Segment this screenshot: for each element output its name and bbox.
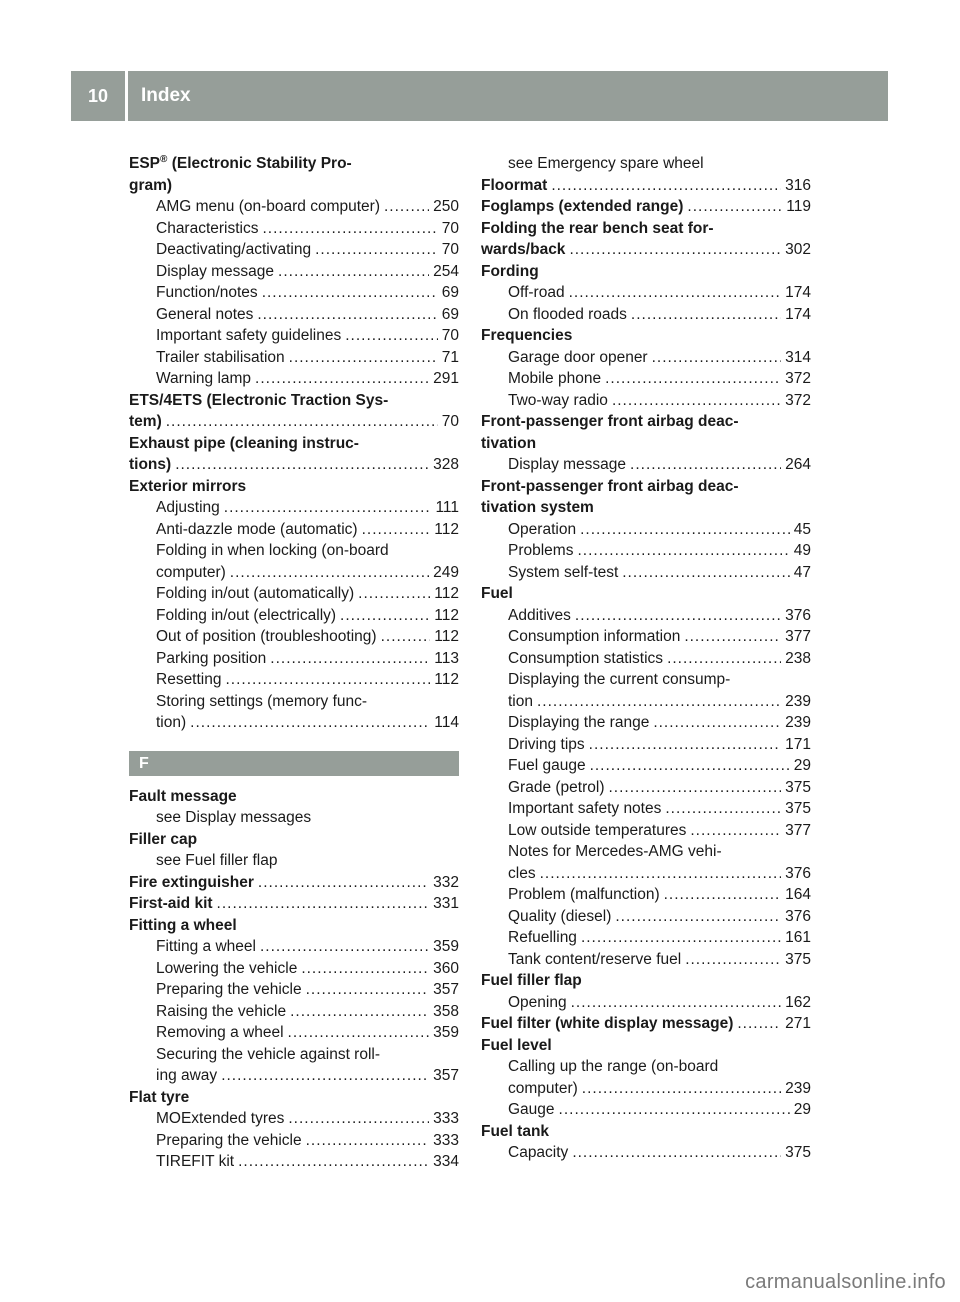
index-entry[interactable]: Consumption information ..... 377 [481,626,811,648]
index-entry[interactable]: Trailer stabilisation ..... 71 [129,347,459,369]
index-entry[interactable]: AMG menu (on-board computer) ..... 250 [129,196,459,218]
index-heading-esp-cont: gram) [129,176,173,194]
index-entry[interactable]: Parking position ..... 113 [129,648,459,670]
index-heading-fuel-filler-flap: Fuel filler flap [481,972,582,989]
index-heading-ets: ETS/4ETS (Electronic Traction Sys- [129,391,389,409]
index-entry[interactable]: Raising the vehicle ..... 358 [129,1001,459,1023]
index-entry[interactable]: Opening ..... 162 [481,992,811,1014]
index-entry-wrap: Securing the vehicle against roll- [156,1045,381,1063]
index-heading-filler-cap: Filler cap [129,830,198,848]
page-number: 10 [87,85,109,106]
index-entry[interactable]: Displaying the range ..... 239 [481,712,811,734]
index-entry-foglamps[interactable]: Foglamps (extended range) ..... 119 [481,196,811,218]
index-entry[interactable]: Warning lamp ..... 291 [129,368,459,390]
index-entry-wrap: Calling up the range (on-board [508,1058,719,1075]
index-entry-first-aid-kit[interactable]: First-aid kit ..... 331 [129,893,459,915]
index-entry-wrap: Notes for Mercedes-AMG vehi- [508,843,722,860]
index-entry-wrap: Storing settings (memory func- [156,692,368,710]
index-entry[interactable]: Problems ..... 49 [481,540,811,562]
index-heading-fitting-a-wheel: Fitting a wheel [129,916,237,934]
index-heading-exhaust: Exhaust pipe (cleaning instruc- [129,434,359,452]
index-entry[interactable]: Tank content/reserve fuel ..... 375 [481,949,811,971]
index-entry-folding-rear-bench[interactable]: wards/back ..... 302 [481,239,811,261]
index-entry[interactable]: TIREFIT kit ..... 334 [129,1151,459,1173]
letter-section-bar: F [129,751,459,776]
index-entry[interactable]: Removing a wheel ..... 359 [129,1022,459,1044]
index-entry[interactable]: Resetting ..... 112 [129,669,459,691]
index-entry-wrap: Folding in when locking (on-board [156,542,389,559]
index-entry[interactable]: Preparing the vehicle ..... 333 [129,1130,459,1152]
index-entry[interactable]: Quality (diesel) ..... 376 [481,906,811,928]
index-entry[interactable]: Folding in/out (automatically) ..... 112 [129,583,459,605]
index-heading-flat-tyre: Flat tyre [129,1088,190,1106]
index-column-left [129,153,459,1173]
index-entry[interactable]: Garage door opener ..... 314 [481,347,811,369]
index-heading-fording: Fording [481,262,539,280]
index-heading-esp: ESP® (Electronic Stability Pro- [129,153,352,172]
index-entry[interactable]: Display message ..... 254 [129,261,459,283]
index-entry[interactable]: Driving tips ..... 171 [481,734,811,756]
index-entry[interactable]: Fuel gauge ..... 29 [481,755,811,777]
index-entry[interactable]: Preparing the vehicle ..... 357 [129,979,459,1001]
index-see-reference[interactable]: see Fuel filler flap [156,852,278,869]
index-entry-fuel-filter[interactable]: Fuel filter (white display message) ..... 271 [481,1013,811,1035]
index-entry[interactable]: tion ..... 239 [481,691,811,713]
index-heading-front-airbag-system: Front-passenger front airbag deac- [481,477,739,495]
index-entry[interactable]: Important safety guidelines ..... 70 [129,325,459,347]
index-entry[interactable]: Characteristics ..... 70 [129,218,459,240]
index-entry[interactable]: Anti-dazzle mode (automatic) ..... 112 [129,519,459,541]
index-heading-exterior-mirrors: Exterior mirrors [129,477,247,495]
index-entry[interactable]: Two-way radio ..... 372 [481,390,811,412]
index-entry[interactable]: Consumption statistics ..... 238 [481,648,811,670]
index-entry[interactable]: Lowering the vehicle ..... 360 [129,958,459,980]
index-heading-folding-rear-bench: Folding the rear bench seat for- [481,219,714,237]
index-see-reference[interactable]: see Emergency spare wheel [508,155,704,172]
index-see-reference[interactable]: see Display messages [156,809,312,826]
index-entry[interactable]: Problem (malfunction) ..... 164 [481,884,811,906]
index-heading-frequencies: Frequencies [481,327,573,344]
index-entry[interactable]: Gauge ..... 29 [481,1099,811,1121]
index-entry[interactable]: computer) ..... 239 [481,1078,811,1100]
index-entry[interactable]: Out of position (troubleshooting) ..... 112 [129,626,459,648]
index-entry[interactable]: Operation ..... 45 [481,519,811,541]
section-title: Index [141,85,191,106]
index-entry[interactable]: Off-road ..... 174 [481,282,811,304]
header-divider [125,71,128,121]
index-entry[interactable]: Display message ..... 264 [481,454,811,476]
index-heading-front-airbag-deactivation: Front-passenger front airbag deac- [481,413,739,430]
index-entry[interactable]: On flooded roads ..... 174 [481,304,811,326]
index-entry[interactable]: Capacity ..... 375 [481,1142,811,1164]
index-entry[interactable]: Refuelling ..... 161 [481,927,811,949]
index-entry-exhaust[interactable]: tions) ..... 328 [129,454,459,476]
index-heading-fuel-level: Fuel level [481,1036,552,1054]
watermark: carmanualsonline.info [745,1271,946,1293]
index-heading-front-airbag-deactivation-cont: tivation [481,434,537,452]
index-entry[interactable]: Grade (petrol) ..... 375 [481,777,811,799]
index-entry[interactable]: General notes ..... 69 [129,304,459,326]
index-entry[interactable]: MOExtended tyres ..... 333 [129,1108,459,1130]
index-entry[interactable]: computer) ..... 249 [129,562,459,584]
index-entry-floormat[interactable]: Floormat ..... 316 [481,175,811,197]
index-heading-fault-message: Fault message [129,787,237,805]
page-header [71,71,888,121]
index-entry[interactable]: Low outside temperatures ..... 377 [481,820,811,842]
index-entry[interactable]: Function/notes ..... 69 [129,282,459,304]
index-entry[interactable]: Folding in/out (electrically) ..... 112 [129,605,459,627]
index-entry[interactable]: Fitting a wheel ..... 359 [129,936,459,958]
index-entry[interactable]: Adjusting ..... 111 [129,497,459,519]
index-heading-front-airbag-system-cont: tivation system [481,499,594,516]
index-entry-fire-extinguisher[interactable]: Fire extinguisher ..... 332 [129,872,459,894]
index-column-right [481,153,811,1164]
index-entry[interactable]: System self-test ..... 47 [481,562,811,584]
index-entry[interactable]: Important safety notes ..... 375 [481,798,811,820]
index-heading-fuel: Fuel [481,585,513,602]
index-entry-ets[interactable]: tem) ..... 70 [129,411,459,433]
index-entry[interactable]: Mobile phone ..... 372 [481,368,811,390]
index-entry-wrap: Displaying the current consump- [508,671,731,688]
index-heading-fuel-tank: Fuel tank [481,1122,550,1140]
index-entry[interactable]: cles ..... 376 [481,863,811,885]
index-entry[interactable]: Deactivating/activating ..... 70 [129,239,459,261]
index-entry[interactable]: tion) ..... 114 [129,712,459,734]
index-entry[interactable]: ing away ..... 357 [129,1065,459,1087]
index-entry[interactable]: Additives ..... 376 [481,605,811,627]
